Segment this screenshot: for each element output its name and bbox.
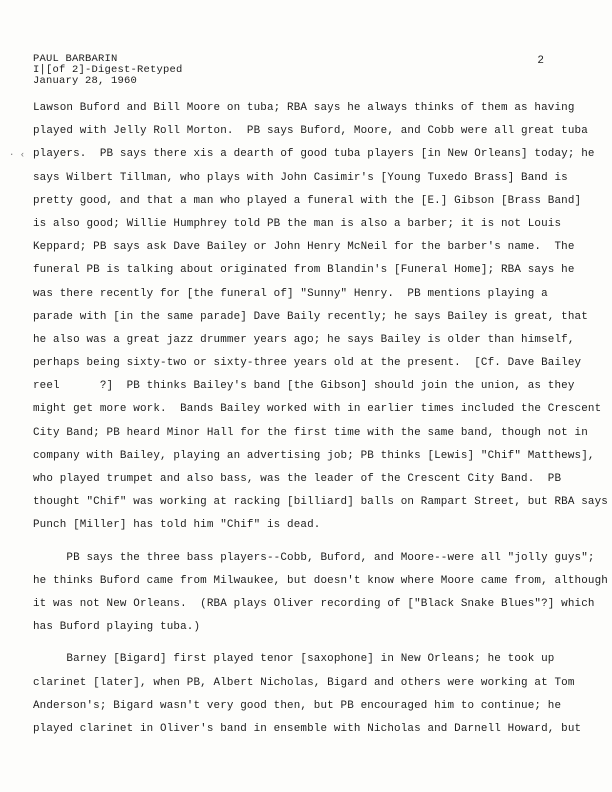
text-line: City Band; PB heard Minor Hall for the first time with the same band, though not in	[33, 426, 588, 439]
text-line: company with Bailey, playing an advertising job; PB thinks [Lewis] "Chif" Matthews],	[33, 449, 595, 462]
text-line: he thinks Buford came from Milwaukee, but doesn't know where Moore came from, although	[33, 574, 608, 587]
header-reel: I∣[of 2]-Digest-Retyped	[33, 64, 183, 76]
document-header	[33, 54, 183, 87]
paragraph	[33, 97, 608, 538]
text-line: Lawson Buford and Bill Moore on tuba; RBA says he always thinks of them as having	[33, 102, 575, 114]
text-line: players. PB says there xis a dearth of good tuba players [in New Orleans] today; he	[33, 148, 595, 161]
text-line: Anderson's; Bigard wasn't very good then, but PB encouraged him to continue; he	[33, 699, 562, 712]
paragraph-gap	[33, 639, 593, 648]
text-line: Barney [Bigard] first played tenor [saxophone] in New Orleans; he took up	[33, 653, 555, 666]
paragraph-gap	[33, 538, 593, 547]
text-line: parade with [in the same parade] Dave Baily recently; he says Bailey is great, that	[33, 310, 588, 323]
margin-mark: · ‹	[9, 150, 26, 160]
text-line: was there recently for [the funeral of] "Sunny" Henry. PB mentions playing a	[33, 287, 548, 300]
text-line: Punch [Miller] has told him "Chif" is dead.	[33, 519, 321, 532]
text-line: reel ?] PB thinks Bailey's band [the Gibson] should join the union, as they	[33, 380, 575, 393]
body-text	[33, 97, 608, 741]
text-line: clarinet [later], when PB, Albert Nicholas, Bigard and others were working at Tom	[33, 676, 575, 689]
text-line: thought "Chif" was working at racking [billiard] balls on Rampart Street, but RBA says	[33, 496, 608, 509]
header-name: PAUL BARBARIN	[33, 53, 118, 65]
header-date: January 28, 1960	[33, 75, 138, 87]
text-line: has Buford playing tuba.)	[33, 621, 201, 634]
paragraph	[33, 648, 593, 741]
text-line: played with Jelly Roll Morton. PB says Buford, Moore, and Cobb were all great tuba	[33, 125, 588, 138]
text-line: PB says the three bass players--Cobb, Buford, and Moore--were all "jolly guys";	[33, 551, 595, 564]
text-line: might get more work. Bands Bailey worked with in earlier times included the Crescent	[33, 403, 602, 416]
text-line: played clarinet in Oliver's band in ensemble with Nicholas and Darnell Howard, but	[33, 722, 582, 735]
text-line: it was not New Orleans. (RBA plays Oliver recording of ["Black Snake Blues"?] which	[33, 597, 595, 610]
text-line: who played trumpet and also bass, was the leader of the Crescent City Band. PB	[33, 473, 562, 485]
text-line: Keppard; PB says ask Dave Bailey or John Henry McNeil for the barber's name. The	[33, 241, 575, 254]
text-line: funeral PB is talking about originated from Blandin's [Funeral Home]; RBA says he	[33, 264, 575, 277]
text-line: perhaps being sixty-two or sixty-three years old at the present. [Cf. Dave Bailey	[33, 357, 582, 370]
page-number: 2	[537, 55, 544, 67]
text-line: says Wilbert Tillman, who plays with John Casimir's [Young Tuxedo Brass] Band is	[33, 171, 568, 184]
paragraph	[33, 547, 608, 640]
text-line: he also was a great jazz drummer years ago; he says Bailey is older than himself,	[33, 333, 575, 346]
text-line: pretty good, and that a man who played a funeral with the [E.] Gibson [Brass Band]	[33, 194, 582, 207]
text-line: is also good; Willie Humphrey told PB the man is also a barber; it is not Louis	[33, 217, 562, 230]
